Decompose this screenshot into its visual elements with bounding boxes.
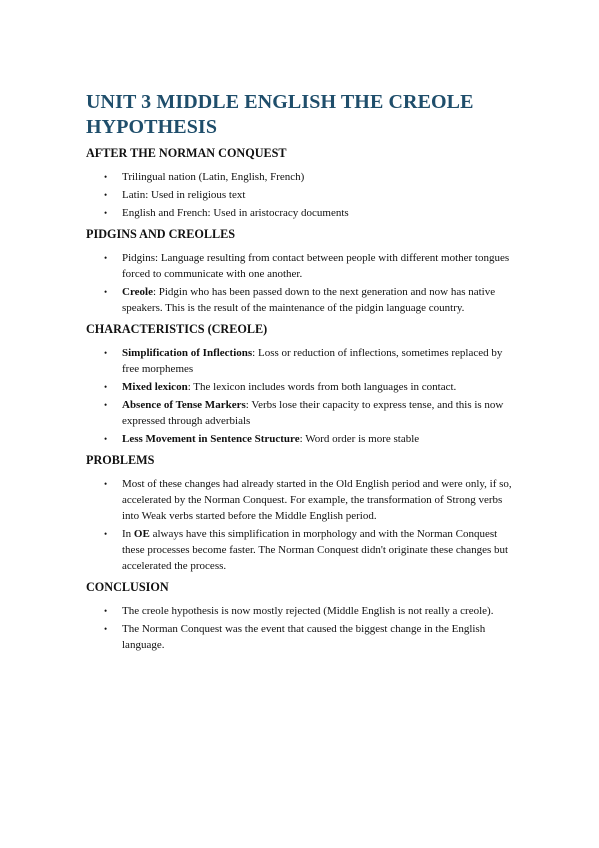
list-item [86,397,516,429]
item-term: Absence of Tense Markers [122,399,246,411]
bullet-list [86,250,516,316]
list-item [86,603,516,619]
item-text: The Norman Conquest was the event that caused the biggest change in the English language. [122,623,486,651]
section-heading: PIDGINS AND CREOLLES [86,227,235,241]
section-heading: PROBLEMS [86,453,155,467]
list-item [86,187,516,203]
document-body [86,146,516,653]
list-item [86,169,516,185]
bullet-list [86,603,516,653]
bullet-icon: • [104,190,108,200]
bullet-icon: • [104,172,108,182]
item-text: Latin: Used in religious text [122,189,246,201]
list-item [86,431,516,447]
item-term: Simplification of Inflections [122,347,253,359]
item-text: Pidgins: Language resulting from contact between people with different mother tongues forced to communicate with one another. [122,252,510,280]
item-text: : The lexicon includes words from both languages in contact. [187,381,457,393]
item-text: The creole hypothesis is now mostly rejected (Middle English is not really a creole). [122,605,494,617]
bullet-icon: • [104,529,108,539]
document-page [86,90,516,659]
list-item [86,345,516,377]
item-text: always have this simplification in morphology and with the Norman Conquest these processes become faster. The Norman Conquest didn't originate these changes but accelerated the process. [122,528,509,572]
list-item [86,284,516,316]
item-text: : Word order is more stable [299,433,420,445]
bullet-icon: • [104,382,108,392]
list-item [86,250,516,282]
bullet-list [86,476,516,574]
section-heading: CONCLUSION [86,580,169,594]
bullet-list [86,169,516,221]
item-text: : Verbs lose their capacity to express tense, and this is now expressed through adverbials [122,399,504,427]
bullet-icon: • [104,606,108,616]
list-item [86,205,516,221]
bullet-icon: • [104,624,108,634]
bullet-icon: • [104,253,108,263]
item-text: : Pidgin who has been passed down to the next generation and now has native speakers. This is the result of the maintenance of the pidgin language country. [122,286,496,314]
section-heading: AFTER THE NORMAN CONQUEST [86,146,287,160]
list-item [86,526,516,574]
item-term: Less Movement in Sentence Structure [122,433,300,445]
bullet-list [86,345,516,447]
item-text: Most of these changes had already started in the Old English period and were only, if so, accelerated by the Norman Conquest. For example, the transformation of Strong verbs into Weak verbs started before the Middle English period. [122,478,512,522]
list-item [86,621,516,653]
bullet-icon: • [104,348,108,358]
item-prefix: In [122,528,134,540]
page-title: UNIT 3 MIDDLE ENGLISH THE CREOLE HYPOTHESIS [86,91,474,138]
bullet-icon: • [104,208,108,218]
item-text: : Loss or reduction of inflections, sometimes replaced by free morphemes [122,347,503,375]
item-term: OE [133,528,150,540]
list-item [86,379,516,395]
bullet-icon: • [104,400,108,410]
item-term: Mixed lexicon [122,381,188,393]
list-item [86,476,516,524]
bullet-icon: • [104,434,108,444]
bullet-icon: • [104,479,108,489]
item-text: Trilingual nation (Latin, English, French) [122,171,305,183]
bullet-icon: • [104,287,108,297]
section-heading: CHARACTERISTICS (CREOLE) [86,322,268,336]
item-text: English and French: Used in aristocracy documents [122,207,349,219]
item-term: Creole [122,286,153,298]
